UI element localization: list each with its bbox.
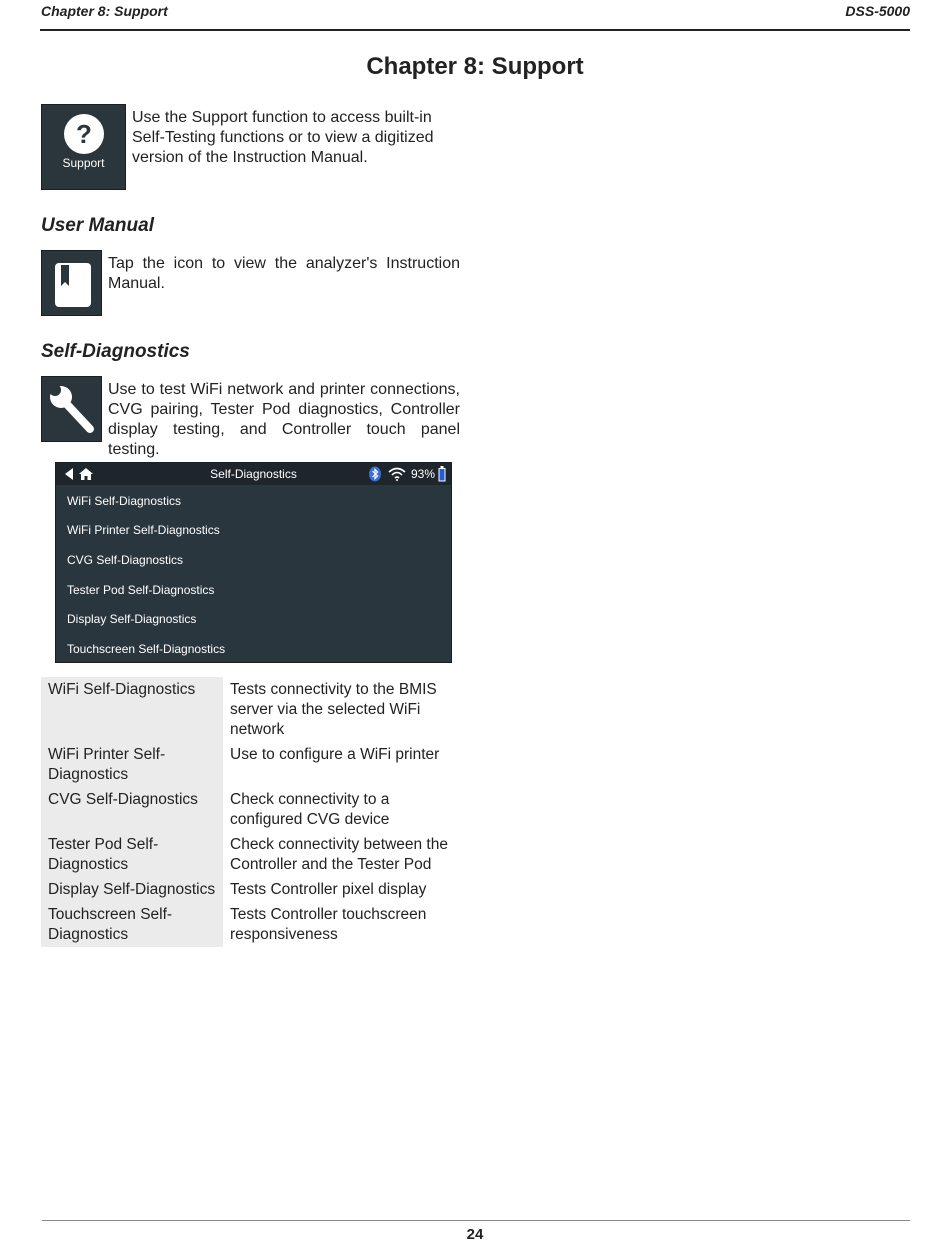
diagnostics-table	[41, 677, 461, 947]
table-row	[41, 742, 461, 787]
wifi-icon	[388, 467, 406, 481]
bluetooth-icon	[368, 466, 382, 482]
diagnostic-name: Touchscreen Self-Diagnostics	[41, 902, 223, 947]
self-diagnostics-tile[interactable]	[41, 376, 102, 442]
menu-item-cvg[interactable]: CVG Self-Diagnostics	[67, 553, 184, 567]
user-manual-tile[interactable]	[41, 250, 102, 316]
running-header-model: DSS-5000	[845, 3, 910, 19]
device-screen	[55, 462, 452, 663]
user-manual-heading: User Manual	[41, 215, 154, 236]
diagnostic-name: Display Self-Diagnostics	[41, 877, 223, 902]
table-row	[41, 877, 461, 902]
diagnostic-name: WiFi Printer Self-Diagnostics	[41, 742, 223, 787]
support-icon-label: Support	[62, 156, 105, 170]
page-number: 24	[466, 1226, 484, 1243]
support-description: Use the Support function to access built-in Self-Testing functions or to view a digitized version of the Instruction Manual.	[132, 109, 434, 166]
diagnostic-description: Use to configure a WiFi printer	[230, 746, 440, 763]
battery-percent: 93%	[411, 467, 436, 481]
table-row	[41, 677, 461, 742]
header-rule	[40, 29, 910, 31]
diagnostic-description: Check connectivity to a configured CVG device	[230, 791, 390, 828]
diagnostic-name: WiFi Self-Diagnostics	[41, 677, 223, 742]
diagnostic-name: Tester Pod Self-Diagnostics	[41, 832, 223, 877]
diagnostic-description: Check connectivity between the Controller and the Tester Pod	[230, 836, 448, 873]
running-header-chapter: Chapter 8: Support	[41, 3, 168, 19]
bookmark-book-icon	[42, 251, 103, 317]
diagnostic-description: Tests Controller touchscreen responsiveness	[230, 906, 427, 943]
diagnostic-name: CVG Self-Diagnostics	[41, 787, 223, 832]
menu-item-wifi-printer[interactable]: WiFi Printer Self-Diagnostics	[67, 523, 220, 537]
wrench-icon	[42, 377, 103, 443]
menu-item-touchscreen[interactable]: Touchscreen Self-Diagnostics	[67, 642, 226, 656]
table-row	[41, 902, 461, 947]
self-diagnostics-heading: Self-Diagnostics	[41, 341, 190, 362]
question-icon	[42, 105, 127, 191]
page-title: Chapter 8: Support	[366, 53, 584, 80]
support-tile	[41, 104, 126, 190]
svg-text:?: ?	[76, 119, 92, 149]
menu-item-display[interactable]: Display Self-Diagnostics	[67, 612, 197, 626]
table-row	[41, 832, 461, 877]
menu-item-tester-pod[interactable]: Tester Pod Self-Diagnostics	[67, 583, 215, 597]
menu-item-wifi[interactable]: WiFi Self-Diagnostics	[67, 494, 182, 508]
screen-title: Self-Diagnostics	[210, 467, 297, 481]
user-manual-description: Tap the icon to view the analyzer's Instruction Manual.	[108, 255, 460, 292]
diagnostic-description: Tests Controller pixel display	[230, 881, 427, 898]
screen-status-bar	[56, 463, 451, 485]
self-diagnostics-description: Use to test WiFi network and printer connections, CVG pairing, Tester Pod diagnostics, Controller display testing, and Controller touch panel testing.	[108, 381, 460, 458]
battery-icon	[438, 466, 446, 482]
footer-rule	[42, 1220, 910, 1221]
table-row	[41, 787, 461, 832]
diagnostic-description: Tests connectivity to the BMIS server via the selected WiFi network	[230, 681, 437, 738]
